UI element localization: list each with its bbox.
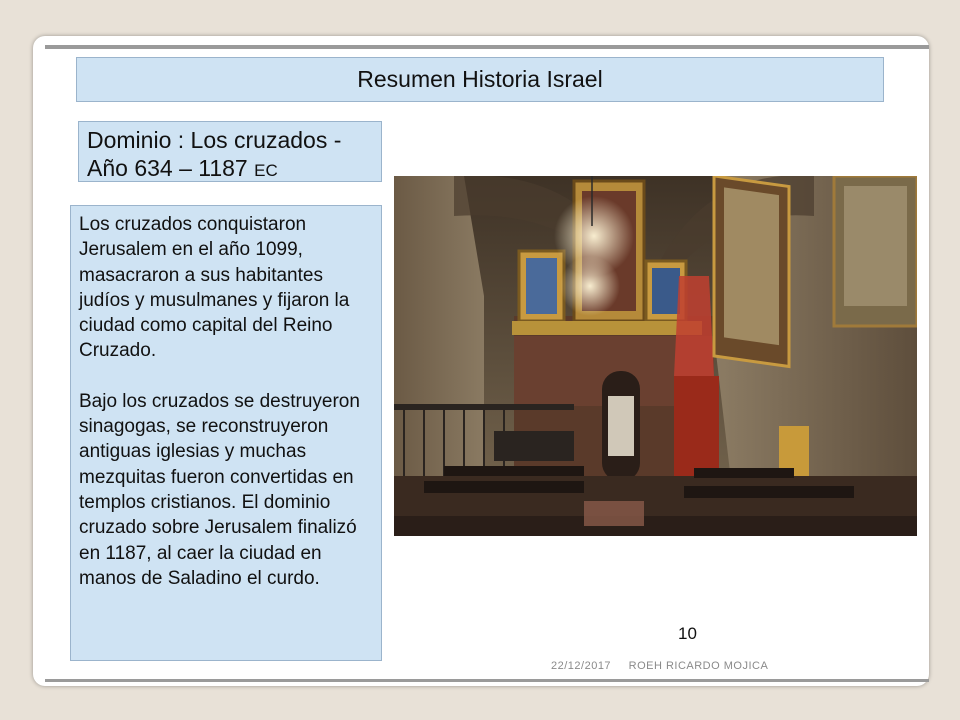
slide-subtitle — [78, 121, 382, 182]
subtitle-text: Dominio : Los cruzados - Año 634 – 1187 — [87, 127, 342, 181]
footer — [551, 660, 768, 672]
paragraph-2: Bajo los cruzados se destruyeron sinagogas, se reconstruyeron antiguas iglesias y muchas mezquitas fueron convertidas en templos cristianos. El dominio cruzado sobre Jerusalem finalizó en 1187, al caer la ciudad en manos de Saladino el curdo. — [79, 390, 360, 589]
slide-title: Resumen Historia Israel — [76, 57, 884, 102]
top-rule — [45, 45, 929, 49]
bottom-rule — [45, 679, 929, 682]
footer-author: ROEH RICARDO MOJICA — [628, 660, 769, 672]
subtitle-era: EC — [254, 161, 278, 180]
body-text-box — [70, 205, 382, 661]
page-number: 10 — [678, 624, 697, 643]
footer-date: 22/12/2017 — [551, 660, 612, 672]
church-interior-photo — [394, 176, 917, 536]
paragraph-1: Los cruzados conquistaron Jerusalem en el año 1099, masacraron a sus habitantes judíos y musulmanes y fijaron la ciudad como capital del Reino Cruzado. — [79, 214, 350, 362]
